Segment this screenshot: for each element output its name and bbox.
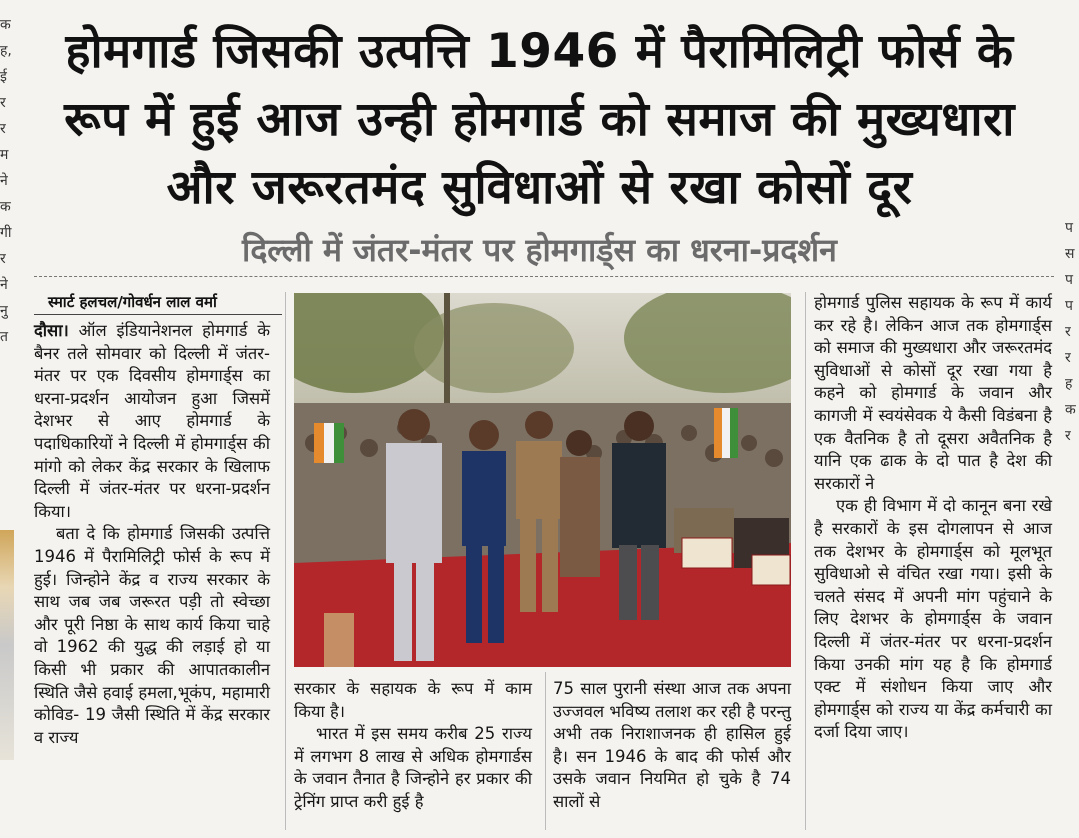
headline-line-2: रूप में हुई आज उन्ही होमगार्ड को समाज की मुख्यधारा xyxy=(64,92,1015,147)
dateline: दौसा। xyxy=(34,321,69,340)
article-paragraph: एक ही विभाग में दो कानून बना रखे है सरकारों के इस दोगलापन से आज तक देशभर के होमगार्ड्स को मूलभूत सुविधाओ से वंचित रखा गया। इसी के चलते संसद में अपनी मांग पहुंचाने के लिए देशभर के होमगार्ड्स के जवान दिल्ली में जंतर-मंतर पर धरना-प्रदर्शन किया उनकी मांग यह है कि होमगार्ड एक्ट में संशोधन किया जाए और होमगार्ड्स को राज्य या केंद्र कर्मचारी का दर्जा दिया जाए। xyxy=(814,496,1052,742)
article-column-1 xyxy=(34,320,270,749)
article-paragraph: 75 साल पुरानी संस्था आज तक अपना उज्जवल भविष्य तलाश कर रही है परन्तु अभी तक निराशाजनक ही हासिल हुई है। सन 1946 के बाद की फोर्स और उसके जवान नियमित हो चुके है 74 सालों से xyxy=(553,679,791,811)
byline-divider xyxy=(34,314,282,315)
column-divider xyxy=(285,292,286,830)
article-column-2 xyxy=(294,678,532,814)
column-divider xyxy=(805,292,806,830)
article-paragraph: सरकार के सहायक के रूप में काम किया है। xyxy=(294,679,532,721)
article-paragraph: होमगार्ड पुलिस सहायक के रूप में कार्य कर रहे है। लेकिन आज तक होमगार्ड्स को समाज की मुख्यधारा और जरूरतमंद सुविधाओं से कोसों दूर रखा गया है कहने को होमगार्ड के जवान और कागजी में स्वयंसेवक ये कैसी विडंबना है एक वैतनिक है तो दूसरा अवैतनिक है यानि एक ढाक के दो पात है देश की सरकारों ने xyxy=(814,293,1052,493)
article-column-3 xyxy=(553,678,791,814)
cutoff-left-column: क ह, ई र र म ने क गी र ने नु त xyxy=(0,17,12,345)
column-divider xyxy=(545,672,546,830)
article-paragraph: भारत में इस समय करीब 25 राज्य में लगभग 8 लाख से अधिक होमगार्डस के जवान तैनात है जिन्होने हर प्रकार की ट्रेनिंग प्राप्त करी हुई है xyxy=(294,724,532,811)
headline-divider xyxy=(34,276,1054,277)
article-paragraph: दौसा। ऑल इंडियानेशनल होमगार्ड के बैनर तले सोमवार को दिल्ली में जंतर-मंतर पर एक दिवसीय होमगार्ड्स का धरना-प्रदर्शन आयोजन हुआ जिसमें देशभर से आए होमगार्ड के पदाधिकारियों ने दिल्ली में होमगार्ड्स की मांगो को लेकर केंद्र सरकार के खिलाफ दिल्ली में जंतर-मंतर पर धरना-प्रदर्शन किया। xyxy=(34,321,270,521)
article-column-4 xyxy=(814,292,1052,744)
headline-line-1: होमगार्ड जिसकी उत्पत्ति 1946 में पैरामिलिट्री फोर्स के xyxy=(65,24,1014,79)
headline-line-3: और जरूरतमंद सुविधाओं से रखा कोसों दूर xyxy=(166,160,913,215)
protest-photo-illustration xyxy=(294,293,791,667)
article-paragraph: बता दे कि होमगार्ड जिसकी उत्पत्ति 1946 में पैरामिलिट्री फोर्स के रूप में हुई। जिन्होने केंद्र व राज्य सरकार के साथ जब जब जरूरत पड़ी तो स्वेच्छा और पूरी निष्ठा के साथ कार्य किया चाहे वो 1962 की युद्ध की लड़ाई हो या किसी भी प्रकार की आपातकालीन स्थिति जैसे हवाई हमला,भूकंप, महामारी कोविड- 19 जैसी स्थिति में केंद्र सरकार व राज्य xyxy=(34,524,270,747)
cutoff-left-image xyxy=(0,530,14,760)
subheadline: दिल्ली में जंतर-मंतर पर होमगार्ड्स का धरना-प्रदर्शन xyxy=(242,231,837,269)
news-photo xyxy=(294,293,791,667)
cutoff-right-column: प स प प र र ह क र xyxy=(1065,220,1076,444)
headline xyxy=(30,18,1049,222)
byline: स्मार्ट हलचल/गोवर्धन लाल वर्मा xyxy=(48,293,217,311)
